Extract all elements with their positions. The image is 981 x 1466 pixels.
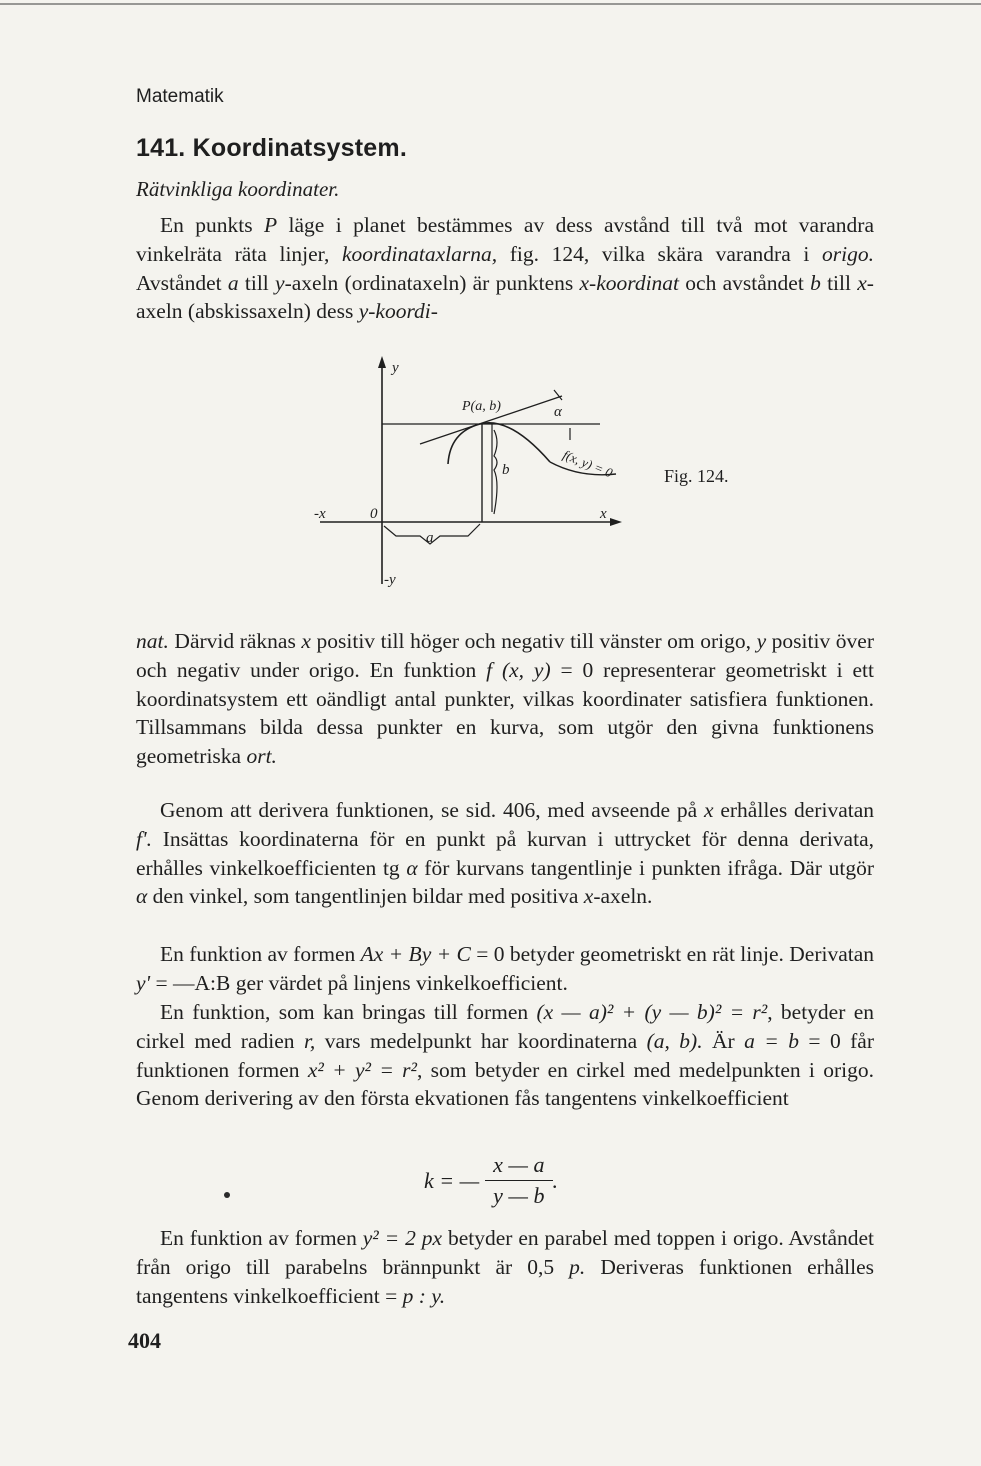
neg-x-label: -x xyxy=(314,506,326,522)
formula-fraction xyxy=(485,1152,552,1209)
subheading: Rätvinkliga koordinater. xyxy=(136,177,340,201)
neg-y-label: -y xyxy=(384,572,396,588)
a-label: a xyxy=(426,530,434,546)
alpha-label: α xyxy=(554,404,562,420)
b-label: b xyxy=(502,462,510,478)
origin-label: 0 xyxy=(370,506,378,522)
section-title: 141. Koordinatsystem. xyxy=(136,134,407,162)
slope-formula xyxy=(424,1152,558,1209)
formula-denominator: y — b xyxy=(493,1183,545,1208)
y-axis-label: y xyxy=(392,360,399,376)
b-brace xyxy=(494,430,497,514)
paragraph-line: En funktion av formen Ax + By + C = 0 betyder geometriskt en rät linje. Derivatan y' = —A:B ger värdet på linjens vinkelkoefficient. xyxy=(136,942,875,995)
point-label: P(a, b) xyxy=(462,399,501,414)
x-axis-arrow xyxy=(610,518,622,526)
figure-caption: Fig. 124. xyxy=(664,466,729,486)
page-number: 404 xyxy=(128,1328,161,1353)
paragraph-derivative: Genom att derivera funktionen, se sid. 406, med avseende på x erhålles derivatan f'. Insättas koordinaterna för en punkt på kurvan i uttrycket för denna derivata, erhålles vinkelkoefficienten tg α för kurvans tangentlinje i punkten ifråga. Där utgör α den vinkel, som tangentlinjen bildar med positiva x-axeln. xyxy=(136,798,874,909)
curve-label: f(x, y) = 0 xyxy=(560,446,615,481)
running-header: Matematik xyxy=(136,86,224,107)
paragraph-intro: En punkts P läge i planet bestämmes av dess avstånd till två mot varandra vinkelräta räta linjer, koordinataxlarna, fig. 124, vilka skära varandra i origo. Avståndet a till y-axeln (ordinataxeln) är punktens x-koordinat och avståndet b till x-axeln (abskissaxeln) dess y-koordi- xyxy=(136,213,874,324)
formula-end: . xyxy=(552,1167,558,1193)
bullet-mark xyxy=(224,1192,230,1198)
formula-numerator: x — a xyxy=(485,1152,552,1181)
top-edge-line xyxy=(0,3,981,5)
paragraph-orientation: nat. Därvid räknas x positiv till höger och negativ till vänster om origo, y positiv över och negativ under origo. En funktion f (x, y) = 0 representerar geometriskt i ett koordinatsystem ett oändligt antal punkter, vilkas koordinater satisfiera funktionen. Tillsammans bilda dessa punkter en kurva, som utgör den givna funktionens geometriska ort. xyxy=(136,629,874,769)
x-axis-label: x xyxy=(600,506,607,522)
y-axis-arrow xyxy=(378,356,386,368)
formula-lhs: k = — xyxy=(424,1167,480,1193)
coordinate-figure xyxy=(300,352,640,592)
paragraph-parabola: En funktion av formen y² = 2 px betyder en parabel med toppen i origo. Avståndet från origo till parabelns brännpunkt är 0,5 p. Deriveras funktionen erhålles tangentens vinkelkoefficient = p : y. xyxy=(136,1226,875,1308)
paragraph-circle: En funktion, som kan bringas till formen (x — a)² + (y — b)² = r², betyder en cirkel med radien r, vars medelpunkt har koordinaterna (a, b). Är a = b = 0 får funktionen formen x² + y² = r², som betyder en cirkel med medelpunkten i origo. Genom derivering av den första ekvationen fås tangentens vinkelkoefficient xyxy=(136,1000,874,1111)
